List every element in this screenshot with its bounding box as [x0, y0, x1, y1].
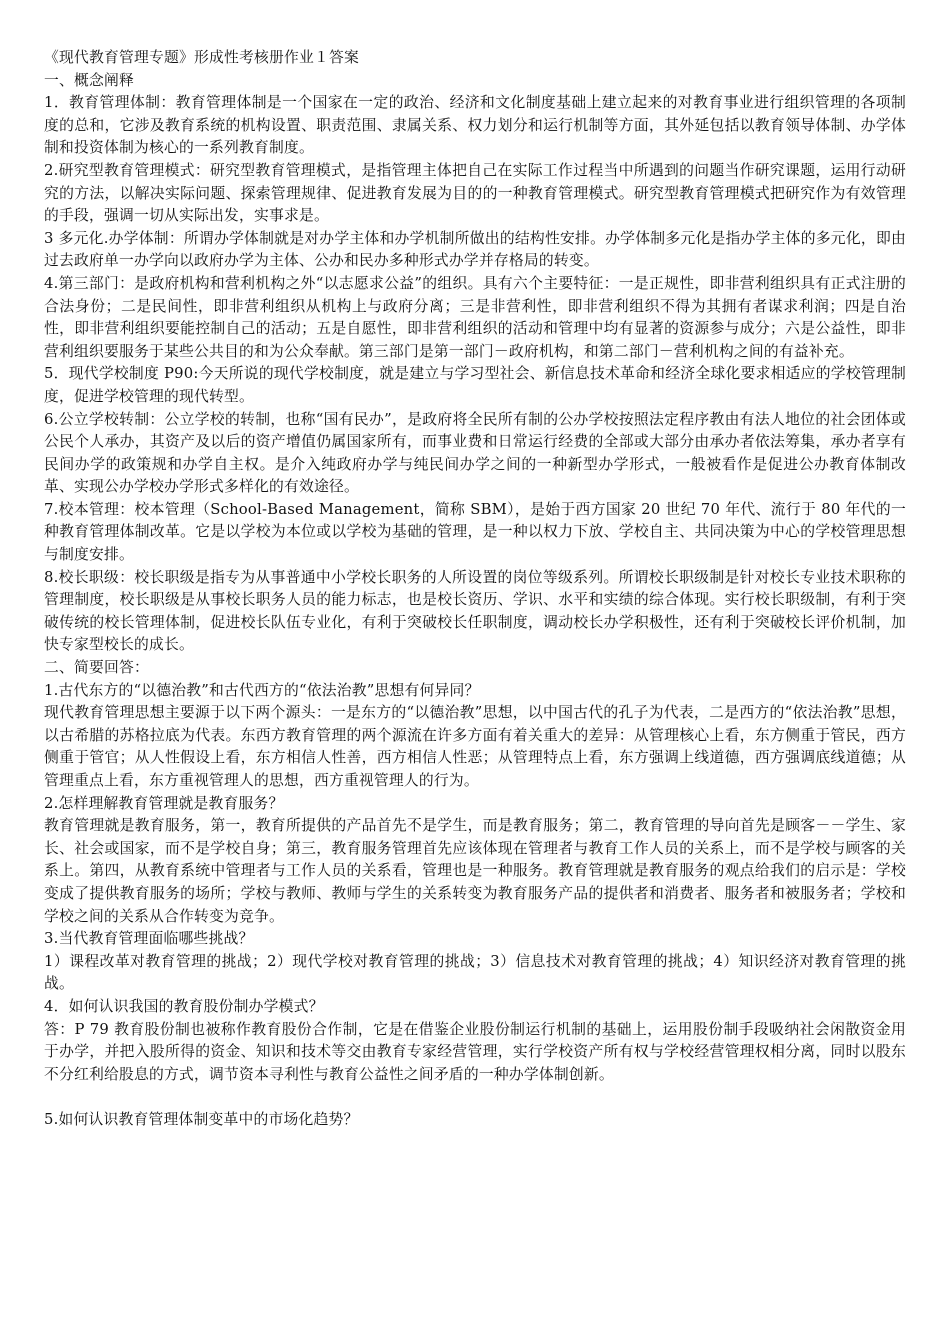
- question-4: 4．如何认识我国的教育股份制办学模式？: [44, 997, 324, 1015]
- document-page: [44, 47, 906, 1132]
- section-heading-concepts: 一、概念阐释: [44, 71, 134, 89]
- answer-4: 答：P 79 教育股份制也被称作教育股份合作制，它是在借鉴企业股份制运行机制的基础上，运用股份制手段吸纳社会闲散资金用于办学，并把入股所得的资金、知识和技术等交由教育专家经营管理，实行学校资产所有权与学校经营管理权相分离，同时以股东不分红利给股息的方式，调节资本寻利性与教育公益性之间矛盾的一种办学体制创新。: [44, 1020, 906, 1083]
- answer-3: 1）课程改革对教育管理的挑战；2）现代学校对教育管理的挑战；3）信息技术对教育管理的挑战；4）知识经济对教育管理的挑战。: [44, 952, 906, 993]
- answer-1: 现代教育管理思想主要源于以下两个源头：一是东方的“以德治教”思想，以中国古代的孔子为代表，二是西方的“依法治教”思想，以古希腊的苏格拉底为代表。东西方教育管理的两个源流在许多方面有着关重大的差异：从管理核心上看，东方侧重于管民，西方侧重于管官；从人性假设上看，东方相信人性善，西方相信人性恶；从管理特点上看，东方强调上线道德，西方强调底线道德；从管理重点上看，东方重视管理人的思想，西方重视管理人的行为。: [44, 704, 906, 789]
- concept-6-paragraph: 6.公立学校转制：公立学校的转制，也称“国有民办”，是政府将全民所有制的公办学校按照法定程序教由有法人地位的社会团体或公民个人承办，其资产及以后的资产增值仍属国家所有，而事业费和日常运行经费的全部或大部分由承办者依法筹集，承办者享有民间办学的政策规和办学自主权。是介入纯政府办学与纯民间办学之间的一种新型办学形式，一般被看作是促进公办教育体制改革、实现公办学校办学形式多样化的有效途径。: [44, 410, 906, 496]
- section-heading-short-answers: 二、简要回答：: [44, 659, 149, 677]
- concept-2-paragraph: 2.研究型教育管理模式：研究型教育管理模式，是指管理主体把自己在实际工作过程当中所遇到的问题当作研究课题，运用行动研究的方法，以解决实际问题、探索管理规律、促进教育发展为目的的一种教育管理模式。研究型教育管理模式把研究作为有效管理的手段，强调一切从实际出发，实事求是。: [44, 161, 906, 225]
- question-1: 1.古代东方的“以德治教”和古代西方的“依法治教”思想有何异同？: [44, 681, 480, 699]
- blank-line: [44, 1086, 906, 1109]
- question-3: 3.当代教育管理面临哪些挑战？: [44, 930, 254, 948]
- concept-4-paragraph: 4.第三部门：是政府机构和营利机构之外“以志愿求公益”的组织。具有六个主要特征：一是正规性，即非营利组织具有正式注册的合法身份；二是民间性，即非营利组织从机构上与政府分离；三是非营利性，即非营利组织不得为其拥有者谋求利润；四是自治性，即非营利组织要能控制自己的活动；五是自愿性，即非营利组织的活动和管理中均有显著的资源参与成分；六是公益性，即非营利组织要服务于某些公共目的和为公众奉献。第三部门是第一部门－政府机构，和第二部门－营利机构之间的有益补充。: [44, 274, 906, 360]
- concept-1-paragraph: 1．教育管理体制：教育管理体制是一个国家在一定的政治、经济和文化制度基础上建立起来的对教育事业进行组织管理的各项制度的总和，它涉及教育系统的机构设置、职责范围、隶属关系、权力划分和运行机制等方面，其外延包括以教育领导体制、办学体制和投资体制为核心的一系列教育制度。: [44, 94, 906, 157]
- question-2: 2.怎样理解教育管理就是教育服务？: [44, 794, 284, 812]
- answer-2: 教育管理就是教育服务，第一，教育所提供的产品首先不是学生，而是教育服务；第二，教育管理的导向首先是顾客－－学生、家长、社会或国家，而不是学校自身；第三，教育服务管理首先应该体现在管理者与教育工作人员的关系上，而不是学校与顾客的关系上。第四，从教育系统中管理者与工作人员的关系看，管理也是一种服务。教育管理就是教育服务的观点给我们的启示是：学校变成了提供教育服务的场所；学校与教师、教师与学生的关系转变为教育服务产品的提供者和消费者、服务者和被服务者；学校和学校之间的关系从合作转变为竞争。: [44, 817, 906, 925]
- concept-8-paragraph: 8.校长职级：校长职级是指专为从事普通中小学校长职务的人所设置的岗位等级系列。所谓校长职级制是针对校长专业技术职称的管理制度，校长职级是从事校长职务人员的能力标志，也是校长资历、学识、水平和实绩的综合体现。实行校长职级制，有利于突破传统的校长管理体制，促进校长队伍专业化，有利于突破校长任职制度，调动校长办学积极性，还有利于突破校长评价机制，加快专家型校长的成长。: [44, 568, 906, 654]
- concept-5-paragraph: 5．现代学校制度 P90:今天所说的现代学校制度，就是建立与学习型社会、新信息技术革命和经济全球化要求相适应的学校管理制度，促进学校管理的现代转型。: [44, 365, 906, 405]
- concept-3-paragraph: 3 多元化.办学体制：所谓办学体制就是对办学主体和办学机制所做出的结构性安排。办学体制多元化是指办学主体的多元化，即由过去政府单一办学向以政府办学为主体、公办和民办多种形式办学并存格局的转变。: [44, 229, 906, 270]
- question-5: 5.如何认识教育管理体制变革中的市场化趋势？: [44, 1110, 359, 1128]
- document-title: 《现代教育管理专题》形成性考核册作业１答案: [44, 49, 359, 66]
- concept-7-paragraph: 7.校本管理：校本管理（School-Based Management，简称 SBM），是始于西方国家 20 世纪 70 年代、流行于 80 年代的一种教育管理体制改革。它是以学校为本位或以学校为基础的管理，是一种以权力下放、学校自主、共同决策为中心的学校管理思想与制度安排。: [44, 500, 906, 564]
